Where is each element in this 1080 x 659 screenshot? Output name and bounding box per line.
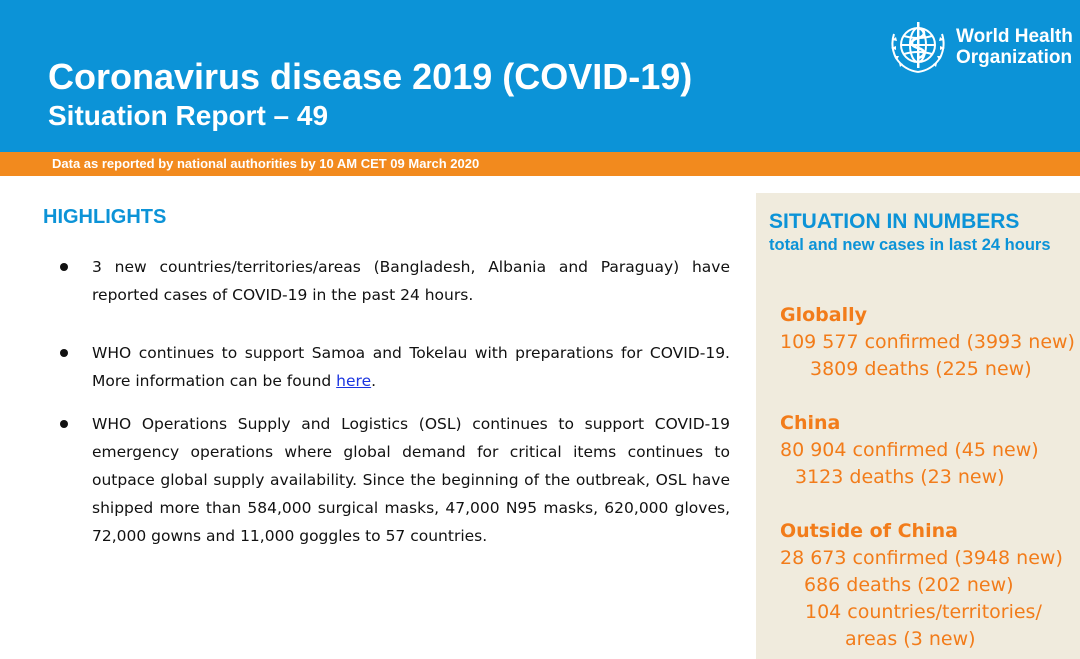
outside-china-countries-cont: areas (3 new) [845,628,976,650]
outside-china-heading: Outside of China [780,520,958,542]
highlight-item-1: 3 new countries/territories/areas (Bangladesh, Albania and Paraguay) have reported cases of COVID-19 in the past 24 hours. [92,258,730,304]
bullet-icon [60,349,68,357]
situation-subtitle: total and new cases in last 24 hours [769,236,1051,254]
china-deaths: 3123 deaths (23 new) [795,466,1005,488]
highlight-item-2-text: WHO continues to support Samoa and Tokelau with preparations for COVID-19. More information can be found [92,344,730,390]
highlight-item-2 [92,339,730,395]
who-logo [886,16,1076,76]
globally-confirmed: 109 577 confirmed (3993 new) [780,331,1075,353]
outside-china-confirmed: 28 673 confirmed (3948 new) [780,547,1063,569]
who-logo-line1: World Health [956,26,1073,47]
here-link[interactable]: here [336,372,372,390]
highlight-item-3: WHO Operations Supply and Logistics (OSL) continues to support COVID-19 emergency operations where global demand for critical items continues to outpace global supply availability. Since the beginning of the outbreak, OSL have shipped more than 584,000 surgical masks, 47,000 N95 masks, 620,000 gloves, 72,000 gowns and 11,000 goggles to 57 countries. [92,415,730,545]
china-confirmed: 80 904 confirmed (45 new) [780,439,1039,461]
globally-heading: Globally [780,304,867,326]
outside-china-deaths: 686 deaths (202 new) [804,574,1014,596]
highlights-heading: HIGHLIGHTS [43,206,167,228]
globally-deaths: 3809 deaths (225 new) [810,358,1032,380]
banner-text: Data as reported by national authorities by 10 AM CET 09 March 2020 [52,156,480,171]
who-logo-line2: Organization [956,47,1073,68]
bullet-icon [60,420,68,428]
report-title: Coronavirus disease 2019 (COVID-19) [48,56,693,97]
data-banner [0,152,1080,176]
who-emblem-icon [886,16,950,76]
bullet-icon [60,263,68,271]
situation-title: SITUATION IN NUMBERS [769,210,1020,233]
who-logo-text [956,26,1073,68]
highlight-item-2-end: . [371,372,377,390]
china-heading: China [780,412,841,434]
report-header [0,0,1080,152]
report-subtitle: Situation Report – 49 [48,100,329,131]
outside-china-countries: 104 countries/territories/ [805,601,1042,623]
situation-panel [756,193,1080,659]
